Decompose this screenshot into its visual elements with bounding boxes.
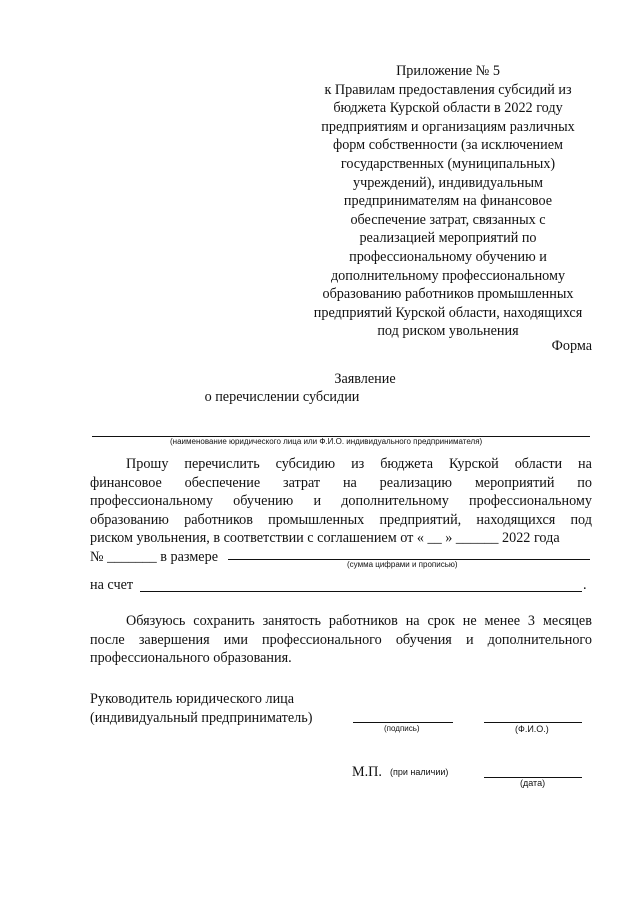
word: реализацию xyxy=(379,474,452,491)
word: по xyxy=(577,474,592,491)
word: Курской xyxy=(449,456,499,472)
word: из xyxy=(351,456,365,472)
word: на xyxy=(342,474,357,491)
fio-caption: (Ф.И.О.) xyxy=(515,724,549,734)
word: профессиональному xyxy=(469,493,592,509)
appendix-line: предприятиям и организациям различных xyxy=(321,118,575,135)
word: профессиональному xyxy=(90,493,213,509)
word: месяцев xyxy=(542,613,592,629)
word: дополнительному xyxy=(341,493,449,509)
word: работников xyxy=(328,613,398,629)
obligation-line-1 xyxy=(90,612,592,631)
word: на xyxy=(578,456,592,472)
word: обучения xyxy=(395,631,452,648)
word: промышленных xyxy=(268,511,365,528)
obligation-line-3: профессионального образования. xyxy=(90,650,292,666)
stamp-label: М.П. xyxy=(352,764,382,780)
stamp-note: (при наличии) xyxy=(390,767,449,777)
document-subtitle: о перечислении субсидии xyxy=(204,389,360,405)
request-line-3 xyxy=(90,492,592,511)
word: предприятий, xyxy=(379,511,462,528)
word: и xyxy=(465,631,474,648)
appendix-line: учреждений), индивидуальным xyxy=(352,174,544,191)
account-line[interactable] xyxy=(140,591,582,592)
appendix-line: обеспечение затрат, связанных с xyxy=(350,211,546,228)
request-paragraph xyxy=(90,455,592,566)
word: ими xyxy=(223,631,248,648)
appendix-line: образованию работников промышленных xyxy=(322,286,574,303)
appendix-line: бюджета Курской области в 2022 году xyxy=(333,100,563,117)
word: Прошу xyxy=(126,456,169,472)
appendix-line: под риском увольнения xyxy=(377,323,519,340)
request-line-2 xyxy=(90,474,592,493)
appendix-line: Приложение № 5 xyxy=(396,63,500,79)
request-line-6: № _______ в размере xyxy=(90,548,218,565)
request-line-5: риском увольнения, в соответствии с соглашением от « __ » ______ 2022 года xyxy=(90,530,560,546)
word: под xyxy=(570,511,592,528)
amount-caption: (сумма цифрами и прописью) xyxy=(347,560,458,569)
obligation-paragraph xyxy=(90,612,592,668)
signature-caption: (подпись) xyxy=(384,724,420,733)
word: затрат xyxy=(282,474,321,491)
account-end: . xyxy=(583,577,587,593)
appendix-line: к Правилам предоставления субсидий из xyxy=(324,81,572,98)
word: после xyxy=(90,631,125,648)
obligation-line-2 xyxy=(90,631,592,650)
word: занятость xyxy=(262,613,322,629)
head-title-line-2: (индивидуальный предприниматель) xyxy=(90,710,313,726)
request-line-1 xyxy=(90,455,592,474)
account-label: на счет xyxy=(90,577,134,593)
form-label: Форма xyxy=(551,338,592,354)
signature-line[interactable] xyxy=(353,722,453,723)
appendix-line: профессиональному обучению и xyxy=(349,248,547,265)
org-name-caption: (наименование юридического лица или Ф.И.О. индивидуального предпринимателя) xyxy=(170,437,483,446)
word: области xyxy=(514,456,563,472)
word: финансовое xyxy=(90,474,162,491)
word: мероприятий xyxy=(474,474,555,491)
word: образованию xyxy=(90,511,169,528)
document-title: Заявление xyxy=(334,371,396,387)
word: менее xyxy=(484,613,520,629)
appendix-line: реализацией мероприятий по xyxy=(359,230,537,247)
appendix-line: предприятий Курской области, находящихся xyxy=(313,304,583,321)
word: обеспечение xyxy=(184,474,261,491)
word: бюджета xyxy=(380,456,434,472)
word: сохранить xyxy=(193,613,255,629)
word: на xyxy=(405,613,420,629)
date-caption: (дата) xyxy=(520,778,546,788)
word: находящихся xyxy=(476,511,556,528)
word: перечислить xyxy=(184,456,260,472)
fio-line[interactable] xyxy=(484,722,582,723)
word: обучению xyxy=(233,493,294,509)
appendix-line: дополнительному профессиональному xyxy=(330,267,566,284)
word: Обязуюсь xyxy=(126,613,186,629)
word: профессионального xyxy=(262,631,382,648)
request-line-4 xyxy=(90,511,592,530)
word: субсидию xyxy=(275,456,336,472)
word: завершения xyxy=(138,631,210,648)
word: и xyxy=(313,493,322,509)
appendix-line: форм собственности (за исключением xyxy=(333,137,563,154)
appendix-line: государственных (муниципальных) xyxy=(340,155,556,172)
appendix-line: предпринимателям на финансовое xyxy=(343,193,553,210)
word: работников xyxy=(184,511,253,528)
word: срок xyxy=(427,613,455,629)
word: 3 xyxy=(527,613,535,629)
word: дополнительного xyxy=(487,631,592,648)
appendix-header xyxy=(298,62,598,341)
word: не xyxy=(462,613,477,629)
head-title-line-1: Руководитель юридического лица xyxy=(90,691,295,707)
